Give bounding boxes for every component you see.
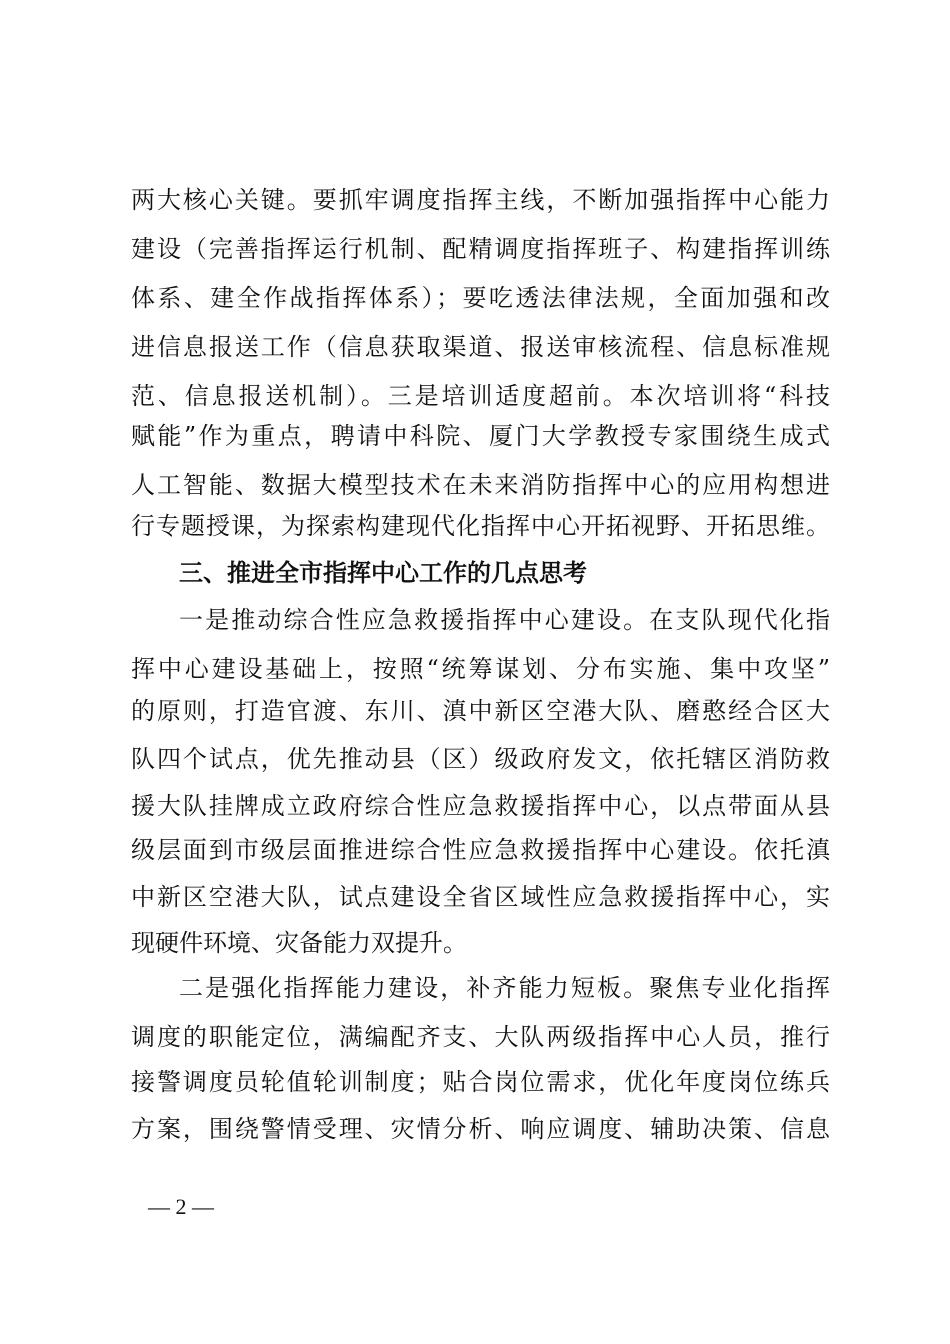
text-line: 二是强化指挥能力建设，补齐能力短板。聚焦专业化指挥 [179, 974, 830, 1002]
text-line: 挥中心建设基础上，按照“统筹谋划、分布实施、集中攻坚” [131, 655, 830, 683]
text-line: 队四个试点，优先推动县（区）级政府发文，依托辖区消防救 [131, 745, 830, 773]
section-heading: 三、推进全市指挥中心工作的几点思考 [179, 559, 587, 587]
text-line: 的原则，打造官渡、东川、滇中新区空港大队、磨憨经合区大 [131, 697, 830, 725]
text-line: 行专题授课，为探索构建现代化指挥中心开拓视野、开拓思维。 [131, 512, 830, 540]
text-line: 赋能”作为重点，聘请中科院、厦门大学教授专家围绕生成式 [131, 422, 830, 450]
text-line: 进信息报送工作（信息获取渠道、报送审核流程、信息标准规 [131, 333, 830, 361]
text-line: 现硬件环境、灾备能力双提升。 [131, 929, 467, 957]
text-line: 两大核心关键。要抓牢调度指挥主线，不断加强指挥中心能力 [131, 186, 830, 214]
text-line: 中新区空港大队，试点建设全省区域性应急救援指挥中心，实 [131, 883, 830, 911]
text-line: 建设（完善指挥运行机制、配精调度指挥班子、构建指挥训练 [131, 235, 830, 263]
text-line: 方案，围绕警情受理、灾情分析、响应调度、辅助决策、信息 [131, 1115, 830, 1143]
text-line: 人工智能、数据大模型技术在未来消防指挥中心的应用构想进 [131, 471, 830, 499]
text-line: 调度的职能定位，满编配齐支、大队两级指挥中心人员，推行 [131, 1023, 830, 1051]
text-line: 级层面到市级层面推进综合性应急救援指挥中心建设。依托滇 [131, 836, 830, 864]
text-line: 范、信息报送机制）。三是培训适度超前。本次培训将“科技 [131, 382, 830, 410]
page-number: — 2 — [148, 1194, 214, 1219]
text-line: 体系、建全作战指挥体系）；要吃透法律法规，全面加强和改 [131, 284, 830, 312]
text-line: 援大队挂牌成立政府综合性应急救援指挥中心，以点带面从县 [131, 792, 830, 820]
text-line: 接警调度员轮值轮训制度；贴合岗位需求，优化年度岗位练兵 [131, 1068, 830, 1096]
text-line: 一是推动综合性应急救援指挥中心建设。在支队现代化指 [179, 606, 830, 634]
